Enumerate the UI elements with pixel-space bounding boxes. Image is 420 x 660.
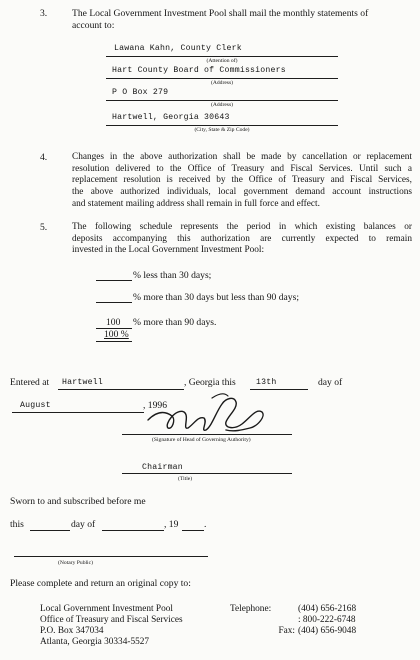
schedule-blank-1 bbox=[96, 280, 132, 281]
item3-text-line1: The Local Government Investment Pool shall mail the monthly statements of bbox=[72, 8, 369, 19]
item5-number: 5. bbox=[40, 222, 48, 233]
return-address-line: P.O. Box 347034 bbox=[40, 626, 104, 636]
schedule-label-1: % less than 30 days; bbox=[133, 270, 212, 281]
entered-prefix: Entered at bbox=[10, 377, 50, 388]
title-value: Chairman bbox=[142, 463, 183, 472]
entered-year: , 1996 bbox=[143, 400, 167, 411]
address1-line bbox=[106, 78, 338, 79]
fax-number: (404) 656-9048 bbox=[298, 626, 357, 636]
item4-paragraph bbox=[72, 152, 412, 211]
return-instruction: Please complete and return an original copy to: bbox=[10, 578, 191, 589]
address1-value: Hart County Board of Commissioners bbox=[112, 66, 286, 75]
return-address-line: Office of Treasury and Fiscal Services bbox=[40, 615, 183, 625]
schedule-blank-2 bbox=[96, 302, 132, 303]
title-line bbox=[122, 473, 292, 474]
attention-caption: (Attention of) bbox=[206, 58, 238, 64]
item4-line: replacement resolution is received by the Office of Treasury and Fiscal Services, bbox=[72, 175, 412, 186]
entered-day-value: 13th bbox=[256, 378, 277, 387]
signature-line bbox=[122, 434, 292, 435]
item5-line: invested in the Local Government Investment Pool: bbox=[72, 245, 265, 256]
address2-caption: (Address) bbox=[210, 102, 234, 108]
address2-line bbox=[106, 100, 338, 101]
item3-number: 3. bbox=[40, 8, 48, 19]
address1-caption: (Address) bbox=[210, 80, 234, 86]
entered-place-value: Hartwell bbox=[62, 378, 103, 387]
item5-line: deposits accompanying this authorization are currently expected to remain bbox=[72, 233, 412, 244]
item4-number: 4. bbox=[40, 152, 48, 163]
entered-month-value: August bbox=[20, 401, 51, 410]
sworn-this: this bbox=[10, 519, 24, 530]
item3-text-line2: account to: bbox=[72, 20, 115, 31]
address2-value: P O Box 279 bbox=[112, 88, 169, 97]
entered-day-of: day of bbox=[318, 377, 343, 388]
sworn-text: Sworn to and subscribed before me bbox=[10, 496, 146, 507]
notary-line bbox=[14, 556, 208, 557]
schedule-label-3: % more than 90 days. bbox=[133, 317, 217, 328]
item4-line: and statement mailing address shall remain in full force and effect. bbox=[72, 198, 320, 209]
return-address-line: Atlanta, Georgia 30334-5527 bbox=[40, 637, 150, 647]
schedule-total-line bbox=[96, 341, 132, 342]
item5-paragraph bbox=[72, 222, 412, 257]
sworn-year: , 19 bbox=[164, 519, 179, 530]
phone-label: Telephone: bbox=[230, 604, 272, 614]
sworn-day-line bbox=[30, 530, 70, 531]
city-line bbox=[106, 125, 338, 126]
signature-icon bbox=[142, 390, 272, 440]
phone-number-2: : 800-222-6748 bbox=[298, 615, 356, 625]
sworn-month-line bbox=[102, 530, 164, 531]
item4-line: resolution delivered to the Office of Treasury and Fiscal Services. Until such a bbox=[72, 163, 412, 174]
fax-label: Fax: bbox=[278, 626, 295, 636]
title-caption: (Title) bbox=[178, 476, 193, 482]
city-value: Hartwell, Georgia 30643 bbox=[112, 113, 230, 122]
phone-number-1: (404) 656-2168 bbox=[298, 604, 357, 614]
item4-line: Changes in the above authorization shall be made by cancellation or replacement bbox=[72, 152, 412, 162]
schedule-total: 100 % bbox=[104, 329, 129, 340]
notary-caption: (Notary Public) bbox=[58, 560, 93, 566]
attention-line bbox=[106, 56, 338, 57]
sworn-day-of: day of bbox=[71, 519, 96, 530]
schedule-label-2: % more than 30 days but less than 90 days; bbox=[133, 292, 299, 303]
city-caption: (City, State & Zip Code) bbox=[194, 127, 250, 133]
return-address-line: Local Government Investment Pool bbox=[40, 604, 173, 614]
entered-georgia-this: , Georgia this bbox=[184, 377, 236, 388]
contact-block bbox=[230, 604, 410, 637]
sworn-year-line bbox=[182, 530, 204, 531]
attention-value: Lawana Kahn, County Clerk bbox=[114, 44, 242, 53]
item5-line: The following schedule represents the period in which existing balances or bbox=[72, 222, 412, 232]
signature-caption: (Signature of Head of Governing Authority) bbox=[152, 437, 251, 443]
entered-month-line bbox=[12, 412, 144, 413]
return-address bbox=[40, 604, 183, 648]
schedule-value-3: 100 bbox=[106, 317, 121, 328]
item4-line: the above authorized individuals, local government demand account instructions bbox=[72, 187, 412, 198]
sworn-period: . bbox=[204, 519, 207, 530]
